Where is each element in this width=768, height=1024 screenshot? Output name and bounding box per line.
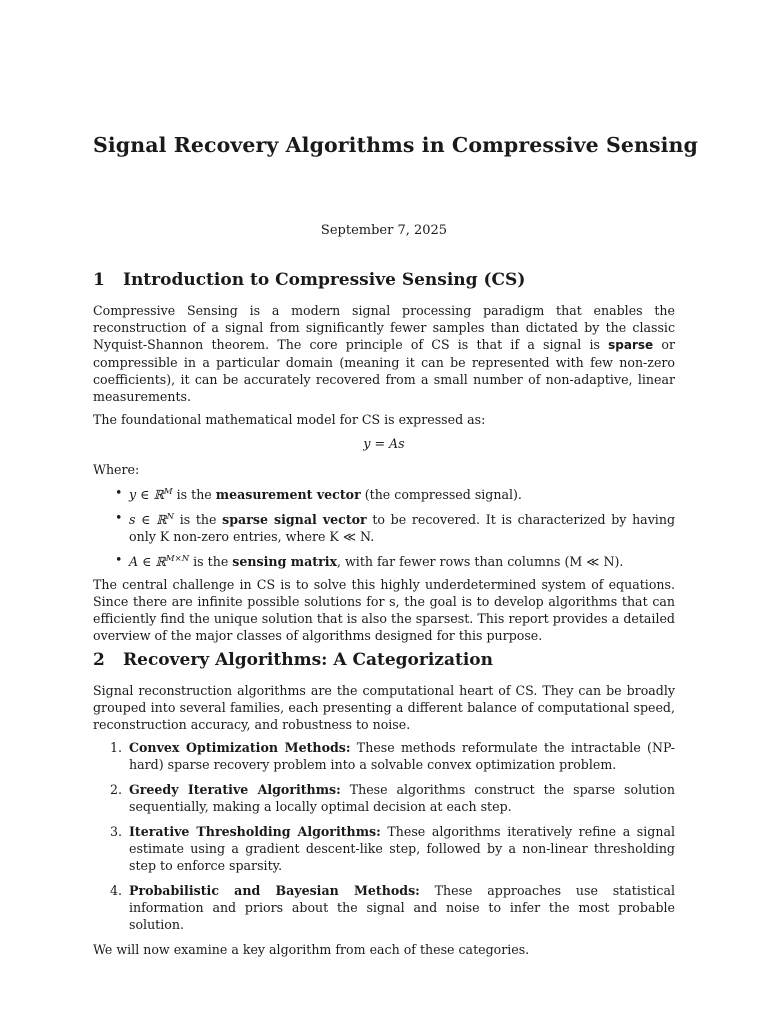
list-item <box>110 739 676 773</box>
section-heading <box>93 270 675 290</box>
list-item <box>110 823 675 874</box>
list-item <box>115 484 675 503</box>
section-introduction <box>93 270 675 650</box>
math-expression: s ∈ ℝ <box>129 512 167 527</box>
section-recovery-algorithms <box>93 650 675 964</box>
item-text: is the <box>172 487 216 502</box>
item-term: sensing matrix <box>232 554 337 569</box>
paragraph: We will now examine a key algorithm from each of these categories. <box>93 942 530 957</box>
item-term: measurement vector <box>215 487 361 502</box>
item-term: Greedy Iterative Algorithms: <box>129 782 341 797</box>
item-term: Convex Optimization Methods: <box>129 740 351 755</box>
paragraph-text: or compressible in a particular domain (meaning it can be represented with few non-zero coefficients), it can be accurately recovered from a small number of non-adaptive, linear measurements. <box>93 337 675 404</box>
section-title: Recovery Algorithms: A Categorization <box>123 650 493 670</box>
bullet-icon: • <box>115 485 123 500</box>
item-number: 1. <box>110 740 123 755</box>
list-item <box>115 509 676 545</box>
paragraph: Signal reconstruction algorithms are the computational heart of CS. They can be broadly grouped into several families, each presenting a different balance of computational speed, reconstruction accuracy, and robustness to noise. <box>93 683 675 732</box>
section-heading <box>93 650 675 670</box>
item-text: (the compressed signal). <box>360 487 522 502</box>
section-number: 2 <box>93 650 105 670</box>
math-superscript: N <box>166 512 175 522</box>
item-text: is the <box>174 512 223 527</box>
where-label: Where: <box>93 462 140 477</box>
paragraph: The central challenge in CS is to solve this highly underdetermined system of equations. Since there are infinite possible solutions for s, the goal is to develop algorithms that can efficiently find the unique solution that is also the sparsest. This report provides a detailed overview of the major classes of algorithms designed for this purpose. <box>93 577 675 643</box>
section-title: Introduction to Compressive Sensing (CS) <box>123 270 526 290</box>
emphasis-term: sparse <box>608 338 654 352</box>
item-text: These methods reformulate the intractable (NP-hard) sparse recovery problem into a solvable convex optimization problem. <box>129 740 676 772</box>
list-item <box>115 551 675 570</box>
item-number: 4. <box>110 883 123 898</box>
document-title: Signal Recovery Algorithms in Compressive Sensing <box>93 133 698 157</box>
definition-list <box>93 484 675 570</box>
equation: y = As <box>363 436 405 451</box>
math-superscript: M×N <box>165 554 190 564</box>
math-expression: A ∈ ℝ <box>129 554 166 569</box>
math-superscript: M <box>163 487 173 497</box>
paragraph <box>93 302 675 405</box>
item-term: sparse signal vector <box>222 512 367 527</box>
paragraph-text: Compressive Sensing is a modern signal processing paradigm that enables the reconstruction of a signal from significantly fewer samples than dictated by the classic Nyquist-Shannon theorem. The core principle of CS is that if a signal is <box>93 303 675 352</box>
item-text: These algorithms construct the sparse solution sequentially, making a locally optimal decision at each step. <box>129 782 675 814</box>
list-item <box>110 781 675 815</box>
category-list <box>93 739 675 933</box>
item-text: , with far fewer rows than columns (M ≪ N). <box>337 554 624 569</box>
item-text: is the <box>189 554 233 569</box>
item-number: 2. <box>110 782 123 797</box>
section-number: 1 <box>93 270 105 290</box>
list-item <box>110 882 675 933</box>
math-expression: y ∈ ℝ <box>129 487 164 502</box>
document-date: September 7, 2025 <box>320 223 448 238</box>
bullet-icon: • <box>115 510 123 525</box>
bullet-icon: • <box>115 552 123 567</box>
item-term: Iterative Thresholding Algorithms: <box>129 824 381 839</box>
item-text: to be recovered. It is characterized by having only K non-zero entries, where K ≪ N. <box>129 512 676 544</box>
item-text: These algorithms iteratively refine a signal estimate using a gradient descent-like step, followed by a non-linear thresholding step to enforce sparsity. <box>129 824 675 873</box>
paragraph: The foundational mathematical model for CS is expressed as: <box>93 412 486 427</box>
item-term: Probabilistic and Bayesian Methods: <box>129 883 420 898</box>
item-text: These approaches use statistical information and priors about the signal and noise to infer the most probable solution. <box>129 883 675 932</box>
item-number: 3. <box>110 824 123 839</box>
